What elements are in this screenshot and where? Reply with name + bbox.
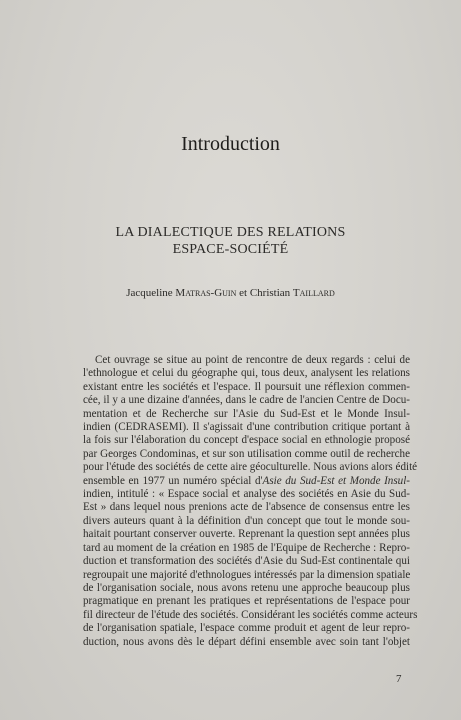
body-line: pour l'étude des sociétés de cette aire géoculturelle. Nous avions alors édité: [83, 461, 418, 474]
body-line: duction et transformation des sociétés d'Asie du Sud-Est continentale qui: [83, 555, 410, 568]
page-number: 7: [396, 673, 402, 685]
body-line: la fois sur l'élaboration du concept d'espace social en ethnologie proposé: [83, 434, 410, 447]
section-heading-line-2: ESPACE-SOCIÉTÉ: [172, 242, 289, 257]
body-line: indien (CEDRASEMI). Il s'agissait d'une contribution critique portant à: [83, 421, 410, 434]
body-line-with-journal: [83, 475, 410, 488]
author-2-surname: Taillard: [292, 287, 335, 299]
body-line: haitait pourtant conserver ouverte. Reprenant la question sept années plus: [83, 528, 410, 541]
journal-title: Asie du Sud-Est et Monde Insul-: [262, 474, 410, 487]
body-line: Cet ouvrage se situe au point de rencontre de deux regards : celui de: [95, 354, 410, 366]
body-line: regroupait une majorité d'ethnologues intéressés par la dimension spatiale: [83, 568, 411, 581]
body-line: existant entre les sociétés et l'espace. Il poursuit une réflexion commen-: [83, 380, 410, 393]
author-1-first-name: Jacqueline: [126, 287, 173, 299]
body-line: cée, il y a une dizaine d'années, dans le cadre de l'ancien Centre de Docu-: [83, 394, 410, 407]
author-line: [0, 287, 461, 299]
section-heading-line-1: LA DIALECTIQUE DES RELATIONS: [115, 225, 346, 240]
body-paragraph: [83, 354, 418, 649]
body-line: pragmatique en prenant les pratiques et représentations de l'espace pour: [83, 595, 410, 608]
author-2-first-name: Christian: [249, 287, 291, 299]
body-line: tard au moment de la création en 1985 de l'Equipe de Recherche : Repro-: [83, 541, 410, 554]
body-line: Est » dans lequel nous prenions acte de l'absence de consensus entre les: [83, 501, 410, 514]
body-line: fil directeur de l'étude des sociétés. Considérant les sociétés comme acteurs: [83, 608, 418, 621]
body-line: divers auteurs quant à la définition d'un concept que tout le monde sou-: [83, 514, 410, 527]
body-line: l'ethnologue et celui du géographe qui, tous deux, analysent les relations: [83, 367, 410, 380]
author-conjunction: et: [239, 287, 248, 299]
body-line: indien, intitulé : « Espace social et analyse des sociétés en Asie du Sud-: [83, 488, 410, 501]
page-title: Introduction: [181, 133, 280, 155]
body-line-lead: ensemble en 1977 un numéro spécial d': [83, 474, 263, 487]
body-line: duction, nous avons dès le départ défini ensemble avec soin tant l'objet: [83, 635, 410, 648]
author-1-surname: Matras-Guin: [175, 287, 237, 299]
body-line: de l'organisation sociale, nous avons retenu une approche beaucoup plus: [83, 581, 410, 594]
body-line: de l'organisation spatiale, l'espace comme produit et agent de leur repro-: [83, 622, 410, 635]
body-line: par Georges Condominas, et sur son utilisation comme outil de recherche: [83, 447, 410, 460]
body-line: mentation et de Recherche sur l'Asie du Sud-Est et le Monde Insul-: [83, 407, 410, 420]
section-heading: [0, 224, 461, 258]
